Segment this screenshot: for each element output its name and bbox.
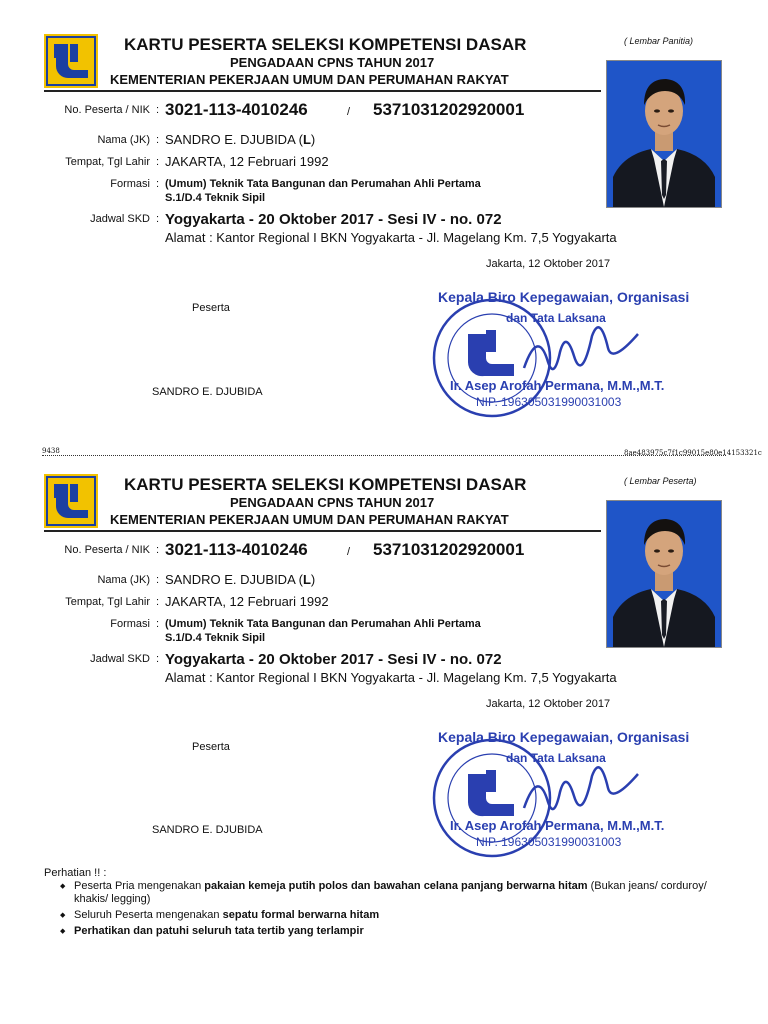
pupr-logo-icon xyxy=(44,474,98,528)
colon: : xyxy=(156,156,160,168)
formasi-line2: S.1/D.4 Teknik Sipil xyxy=(165,192,266,204)
no-peserta-label: No. Peserta / NIK xyxy=(64,544,150,556)
nik-value: 5371031202920001 xyxy=(373,100,525,119)
formasi-label: Formasi xyxy=(110,618,150,630)
card-subtitle: PENGADAAN CPNS TAHUN 2017 xyxy=(230,495,435,510)
jadwal-value: Yogyakarta - 20 Oktober 2017 - Sesi IV - no. 072 xyxy=(165,211,502,228)
card-panitia xyxy=(0,0,768,440)
person-photo-icon xyxy=(607,501,721,647)
formasi-line1: (Umum) Teknik Tata Bangunan dan Perumahan Ahli Pertama xyxy=(165,618,481,630)
official-stamp-signature xyxy=(424,290,692,420)
place-date: Jakarta, 12 Oktober 2017 xyxy=(486,698,611,710)
official-name: Ir. Asep Arofah Permana, M.M.,M.T. xyxy=(450,818,665,833)
note-text: (Bukan jeans/ corduroy/ khakis/ legging) xyxy=(74,880,707,905)
nama-value xyxy=(165,132,315,147)
official-title-1: Kepala Biro Kepegawaian, Organisasi xyxy=(438,730,690,745)
ttl-label: Tempat, Tgl Lahir xyxy=(65,596,150,608)
colon: : xyxy=(156,574,160,586)
official-name: Ir. Asep Arofah Permana, M.M.,M.T. xyxy=(450,378,665,393)
card-title: KARTU PESERTA SELEKSI KOMPETENSI DASAR xyxy=(124,475,527,494)
peserta-label: Peserta xyxy=(192,741,230,753)
colon: : xyxy=(156,178,160,190)
divider-left-code: 9438 xyxy=(42,447,60,455)
no-peserta-value: 3021-113-4010246 xyxy=(165,100,308,119)
ttl-value: JAKARTA, 12 Februari 1992 xyxy=(165,594,329,609)
official-nip: NIP. 196305031990031003 xyxy=(476,395,622,409)
nama-value xyxy=(165,572,315,587)
jk-value: L xyxy=(302,572,311,587)
jadwal-value: Yogyakarta - 20 Oktober 2017 - Sesi IV - no. 072 xyxy=(165,651,502,668)
formasi-label: Formasi xyxy=(110,178,150,190)
colon: : xyxy=(156,618,160,630)
copy-label: ( Lembar Peserta) xyxy=(624,476,697,486)
jadwal-label: Jadwal SKD xyxy=(90,653,150,665)
header-rule xyxy=(44,530,601,532)
list-item xyxy=(60,925,720,938)
ttl-value: JAKARTA, 12 Februari 1992 xyxy=(165,154,329,169)
nama-label: Nama (JK) xyxy=(97,134,150,146)
nama-label: Nama (JK) xyxy=(97,574,150,586)
official-title-2: dan Tata Laksana xyxy=(506,751,606,765)
copy-label: ( Lembar Panitia) xyxy=(624,36,694,46)
official-title-2: dan Tata Laksana xyxy=(506,311,606,325)
list-item xyxy=(60,909,720,922)
colon: : xyxy=(156,596,160,608)
note-text: Peserta Pria mengenakan xyxy=(74,880,205,892)
card-subtitle: PENGADAAN CPNS TAHUN 2017 xyxy=(230,55,435,70)
peserta-label: Peserta xyxy=(192,302,230,314)
alamat-value: Alamat : Kantor Regional I BKN Yogyakarta - Jl. Magelang Km. 7,5 Yogyakarta xyxy=(165,670,617,685)
note-bold: sepatu formal berwarna hitam xyxy=(222,909,380,921)
note-bold: pakaian kemeja putih polos dan bawahan celana panjang berwarna hitam xyxy=(204,880,588,892)
formasi-line1: (Umum) Teknik Tata Bangunan dan Perumahan Ahli Pertama xyxy=(165,178,481,190)
nik-value: 5371031202920001 xyxy=(373,540,525,559)
participant-photo xyxy=(606,60,722,208)
official-stamp-signature xyxy=(424,730,692,860)
colon: : xyxy=(156,653,160,665)
header-rule xyxy=(44,90,601,92)
ttl-label: Tempat, Tgl Lahir xyxy=(65,156,150,168)
list-item xyxy=(60,880,720,906)
colon: : xyxy=(156,544,160,556)
divider-right-code: 8ae483975c7f1c99015e80e14153321c xyxy=(624,449,762,457)
notes-heading: Perhatian !! : xyxy=(44,867,107,879)
colon: : xyxy=(156,104,160,116)
jk-value: L xyxy=(302,132,311,147)
nama-close: ) xyxy=(310,572,316,587)
note-bold: Perhatikan dan patuhi seluruh tata tertib yang terlampir xyxy=(74,925,364,937)
participant-photo xyxy=(606,500,722,648)
jadwal-label: Jadwal SKD xyxy=(90,213,150,225)
card-ministry: KEMENTERIAN PEKERJAAN UMUM DAN PERUMAHAN RAKYAT xyxy=(110,72,509,87)
alamat-value: Alamat : Kantor Regional I BKN Yogyakarta - Jl. Magelang Km. 7,5 Yogyakarta xyxy=(165,230,617,245)
official-title-1: Kepala Biro Kepegawaian, Organisasi xyxy=(438,290,690,305)
card-peserta xyxy=(0,440,768,880)
colon: : xyxy=(156,134,160,146)
pupr-logo-icon xyxy=(44,34,98,88)
colon: : xyxy=(156,213,160,225)
note-text: Seluruh Peserta mengenakan xyxy=(74,909,223,921)
card-ministry: KEMENTERIAN PEKERJAAN UMUM DAN PERUMAHAN RAKYAT xyxy=(110,512,509,527)
notes-list xyxy=(60,880,720,941)
formasi-line2: S.1/D.4 Teknik Sipil xyxy=(165,632,266,644)
person-photo-icon xyxy=(607,61,721,207)
card-title: KARTU PESERTA SELEKSI KOMPETENSI DASAR xyxy=(124,35,527,54)
no-peserta-label: No. Peserta / NIK xyxy=(64,104,150,116)
separator-slash: / xyxy=(347,546,351,558)
nama-text: SANDRO E. DJUBIDA ( xyxy=(165,572,303,587)
nama-close: ) xyxy=(310,132,316,147)
peserta-name: SANDRO E. DJUBIDA xyxy=(152,386,263,398)
peserta-name: SANDRO E. DJUBIDA xyxy=(152,824,263,836)
separator-slash: / xyxy=(347,106,351,118)
place-date: Jakarta, 12 Oktober 2017 xyxy=(486,258,611,270)
no-peserta-value: 3021-113-4010246 xyxy=(165,540,308,559)
nama-text: SANDRO E. DJUBIDA ( xyxy=(165,132,303,147)
official-nip: NIP. 196305031990031003 xyxy=(476,835,622,849)
